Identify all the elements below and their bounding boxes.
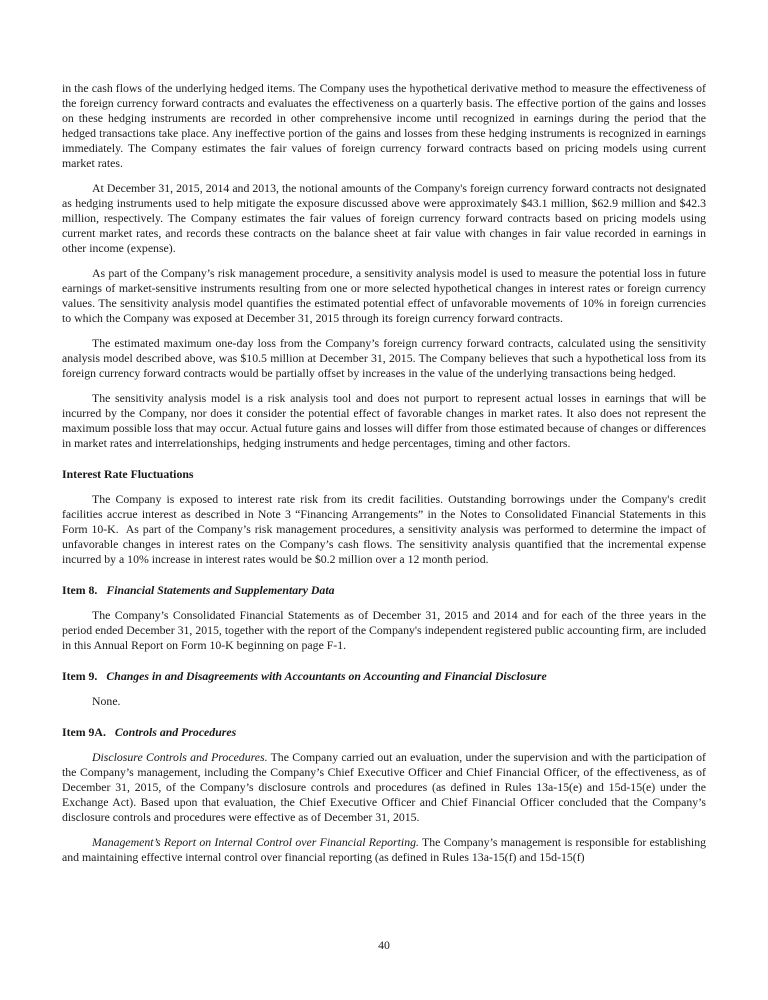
paragraph-management-report	[62, 835, 706, 865]
paragraph-interest-rate-risk: The Company is exposed to interest rate risk from its credit facilities. Outstanding borrowings under the Company's credit facilities accrue interest as described in Note 3 “Financing Arrangements” in the Notes to Consolidated Financial Statements in this Form 10-K. As part of the Company’s risk management procedures, a sensitivity analysis was performed to determine the impact of unfavorable changes in interest rates on the Company’s cash flows. The sensitivity analysis quantified that the incremental expense incurred by a 10% increase in interest rates would be $0.2 million over a 12 month period.	[62, 492, 706, 566]
paragraph-financial-statements: The Company’s Consolidated Financial Statements as of December 31, 2015 and 2014 and for each of the three years in the period ended December 31, 2015, together with the report of the Company's independent registered public accounting firm, are included in this Annual Report on Form 10-K beginning on page F-1.	[62, 608, 706, 652]
item-9a-title: Controls and Procedures	[114, 725, 237, 739]
disclosure-controls-text: The Company carried out an evaluation, under the supervision and with the participation of the Company’s management, including the Company’s Chief Executive Officer and Chief Financial Officer, of the effectiveness, as of December 31, 2015, of the Company’s disclosure controls and procedures (as defined in Rules 13a-15(e) and 15d-15(e) under the Exchange Act). Based upon that evaluation, the Chief Executive Officer and Chief Financial Officer concluded that the Company’s disclosure controls and procedures were effective as of December 31, 2015.	[62, 750, 706, 824]
item-8-label: Item 8.	[62, 583, 98, 597]
paragraph-notional-amounts: At December 31, 2015, 2014 and 2013, the notional amounts of the Company's foreign currency forward contracts not designated as hedging instruments used to help mitigate the exposure discussed above were approximately $43.1 million, $62.9 million and $42.3 million, respectively. The Company estimates the fair values of foreign currency forward contracts based on pricing models using current market rates, and records these contracts on the balance sheet at fair value with changes in fair value recorded in earnings in other income (expense).	[62, 181, 706, 255]
page-number: 40	[378, 938, 390, 952]
paragraph-max-one-day-loss: The estimated maximum one-day loss from the Company’s foreign currency forward contracts, calculated using the sensitivity analysis model described above, was $10.5 million at December 31, 2015. The Company believes that such a hypothetical loss from its foreign currency forward contracts would be partially offset by increases in the value of the underlying transactions being hedged.	[62, 336, 706, 380]
item-8-title: Financial Statements and Supplementary Data	[106, 583, 335, 597]
paragraph-none: None.	[92, 694, 121, 708]
item-9-label: Item 9.	[62, 669, 98, 683]
paragraph-hedge-effectiveness: in the cash flows of the underlying hedged items. The Company uses the hypothetical derivative method to measure the effectiveness of the foreign currency forward contracts and evaluates the effectiveness on a quarterly basis. The effective portion of the gains and losses on these hedging instruments are recorded in other comprehensive income until recognized in earnings during the period that the hedged transactions take place. Any ineffective portion of the gains and losses from these hedging instruments is recognized in earnings immediately. The Company estimates the fair values of foreign currency forward contracts based on pricing models using current market rates.	[62, 81, 706, 170]
disclosure-controls-lead: Disclosure Controls and Procedures.	[92, 750, 268, 764]
management-report-lead: Management’s Report on Internal Control over Financial Reporting.	[92, 835, 419, 849]
heading-item-9a	[62, 725, 706, 740]
paragraph-model-limitations: The sensitivity analysis model is a risk analysis tool and does not purport to represent actual losses in earnings that will be incurred by the Company, nor does it consider the potential effect of favorable changes in market rates. It also does not represent the maximum possible loss that may occur. Actual future gains and losses will differ from those estimated because of changes or differences in market rates and interrelationships, hedging instruments and hedge percentages, timing and other factors.	[62, 391, 706, 450]
heading-interest-rate-fluctuations: Interest Rate Fluctuations	[62, 467, 194, 481]
management-report-text: The Company’s management is responsible for establishing and maintaining effective internal control over financial reporting (as defined in Rules 13a-15(f) and 15d-15(f)	[62, 835, 706, 864]
paragraph-disclosure-controls	[62, 750, 706, 825]
item-9a-label: Item 9A.	[62, 725, 106, 739]
item-9-title: Changes in and Disagreements with Accountants on Accounting and Financial Disclosure	[106, 669, 547, 683]
heading-item-9	[62, 669, 706, 684]
paragraph-sensitivity-model: As part of the Company’s risk management procedure, a sensitivity analysis model is used to measure the potential loss in future earnings of market-sensitive instruments resulting from one or more selected hypothetical changes in interest rates or foreign currency values. The sensitivity analysis model quantifies the estimated potential effect of unfavorable movements of 10% in foreign currencies to which the Company was exposed at December 31, 2015 through its foreign currency forward contracts.	[62, 266, 706, 325]
heading-item-8	[62, 583, 706, 598]
